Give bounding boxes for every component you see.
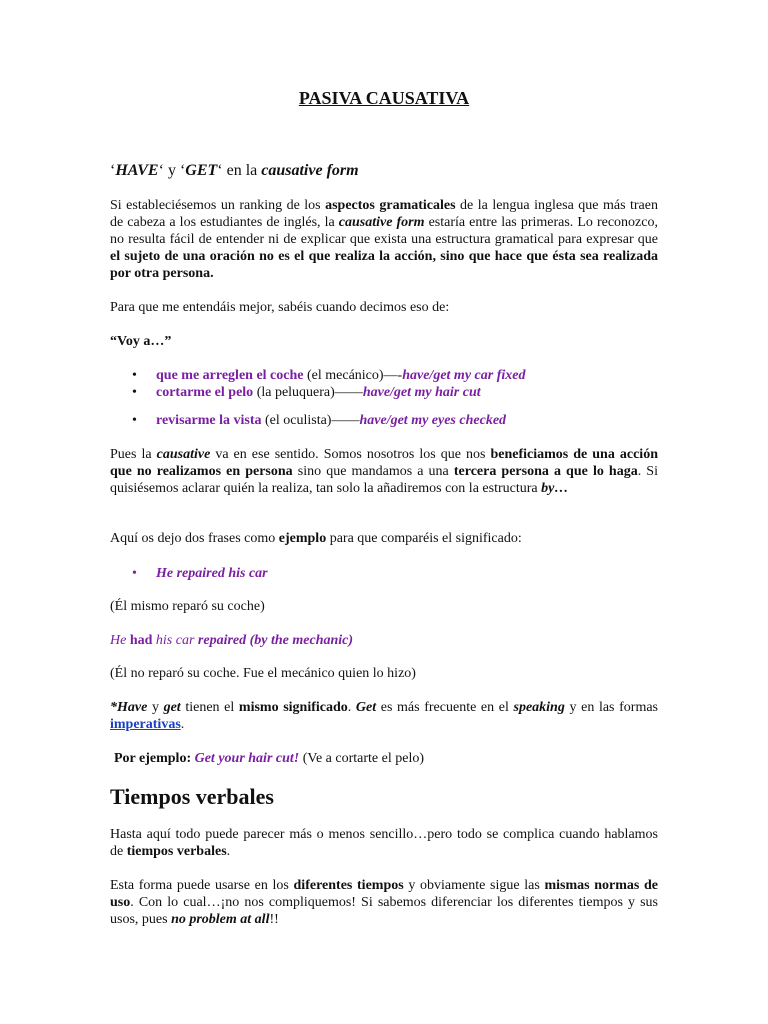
bold-run: tercera persona a que lo haga (453, 464, 638, 479)
bold-italic-run: by… (541, 481, 569, 496)
text-run: . (347, 700, 356, 715)
bold-run: tiempos verbales (126, 844, 227, 859)
list-item (156, 367, 656, 384)
paragraph-example-imperative (114, 750, 662, 767)
paragraph-tiempos-intro (110, 826, 658, 860)
text-run: Esta forma puede usarse en los (110, 878, 294, 893)
example-sentence-2 (110, 632, 658, 649)
bold-run: had (129, 633, 153, 648)
have-term: HAVE (115, 162, 159, 179)
text-run: y en las formas (564, 700, 659, 715)
bold-italic-run: get (163, 700, 181, 715)
bold-italic-run: no problem at all (171, 912, 270, 927)
paragraph-causative-meaning (110, 446, 658, 497)
text-run: (Ve a cortarte el pelo) (299, 751, 424, 766)
bullet-icon: • (132, 566, 137, 581)
bold-italic-run: have/get my eyes checked (359, 413, 507, 428)
paragraph-voy-a: “Voy a…” (110, 334, 172, 349)
bold-italic-run: speaking (513, 700, 565, 715)
bold-run: que me arreglen el coche (156, 368, 304, 383)
text-run: va en ese sentido. Somos nosotros los que nos (210, 447, 491, 462)
subtitle-connector-2: ‘ en la (217, 162, 262, 179)
text-run: tienen el (180, 700, 239, 715)
quote-open: ‘ (110, 162, 116, 179)
text-run: . Con lo cual…¡no nos compliquemos! Si sabemos diferenciar los diferentes tiempos y sus usos, pues (110, 895, 658, 927)
text-run: es más frecuente en el (376, 700, 514, 715)
text-run: !! (269, 912, 279, 927)
paragraph-translation-1: (Él mismo reparó su coche) (110, 599, 265, 614)
example-sentence-1: He repaired his car (156, 566, 268, 581)
text-run: y obviamente sigue las (403, 878, 545, 893)
bold-italic-run: causative form (338, 215, 425, 230)
text-run: estaría entre las primeras. Lo reconozco, no resulta fácil de entender ni de explicar que exista una estructura gramatical para expresar que (110, 215, 658, 247)
text-run: (el mecánico)—- (303, 368, 403, 383)
bold-italic-run: Get (355, 700, 377, 715)
text-run: (la peluquera)—— (253, 385, 363, 400)
causative-term: causative form (261, 162, 359, 179)
paragraph-explanation: Para que me entendáis mejor, sabéis cuando decimos eso de: (110, 300, 450, 315)
subtitle-connector: ‘ y ‘ (158, 162, 186, 179)
text-run: de la lengua inglesa que más traen de cabeza a los estudiantes de inglés, la (110, 198, 658, 230)
text-run: (el oculista)—— (261, 413, 360, 428)
bold-italic-run: causative (156, 447, 211, 462)
text-run: . (226, 844, 231, 859)
text-run: Hasta aquí todo puede parecer más o menos sencillo…pero todo se complica cuando hablamos de (110, 827, 658, 859)
bold-run: Por ejemplo: (114, 751, 192, 766)
page-title: PASIVA CAUSATIVA (298, 88, 470, 108)
paragraph-have-get-note (110, 699, 658, 733)
list-item (156, 412, 656, 429)
section-heading-tiempos: Tiempos verbales (110, 784, 274, 809)
bold-run: aspectos gramaticales (325, 198, 456, 213)
italic-run: He (110, 633, 130, 648)
text-run: y (147, 700, 164, 715)
text-run: Pues la (110, 447, 157, 462)
bullet-icon: • (132, 413, 137, 428)
bold-italic-run: have/get my hair cut (362, 385, 481, 400)
bold-italic-run: have/get my car fixed (402, 368, 526, 383)
bold-run: ejemplo (278, 531, 327, 546)
text-run: . Si quisiésemos aclarar quién la realiza, tan solo la añadiremos con la estructura (110, 464, 658, 496)
list-item (156, 384, 656, 401)
bold-run: beneficiamos de una acción que no realizamos en persona (110, 447, 658, 479)
text-run: Aquí os dejo dos frases como (110, 531, 279, 546)
bullet-icon: • (132, 368, 137, 383)
bold-run: mismas normas de uso (110, 878, 659, 910)
bold-run: diferentes tiempos (293, 878, 404, 893)
imperativas-link[interactable]: imperativas (110, 717, 181, 732)
text-run: Si estableciésemos un ranking de los (110, 198, 326, 213)
bullet-icon: • (132, 385, 137, 400)
bold-italic-run: *Have (110, 700, 148, 715)
text-run: sino que mandamos a una (292, 464, 454, 479)
bold-italic-run: Get your hair cut! (194, 751, 300, 766)
text-run: . (180, 717, 185, 732)
text-run: para que comparéis el significado: (326, 531, 522, 546)
bold-italic-run: repaired (by the mechanic) (197, 633, 354, 648)
bold-run: cortarme el pelo (156, 385, 254, 400)
bold-run: el sujeto de una oración no es el que realiza la acción, sino que hace que ésta sea realizada por otra persona. (110, 249, 658, 281)
paragraph-translation-2: (Él no reparó su coche. Fue el mecánico quien lo hizo) (110, 666, 416, 681)
bold-run: mismo significado (238, 700, 348, 715)
italic-run: his car (152, 633, 198, 648)
bold-run: revisarme la vista (156, 413, 262, 428)
get-term: GET (185, 162, 218, 179)
paragraph-tiempos-usage (110, 877, 658, 928)
list-item (156, 565, 656, 582)
paragraph-examples-intro (110, 530, 658, 547)
section-subtitle (110, 161, 658, 181)
intro-paragraph (110, 197, 658, 282)
